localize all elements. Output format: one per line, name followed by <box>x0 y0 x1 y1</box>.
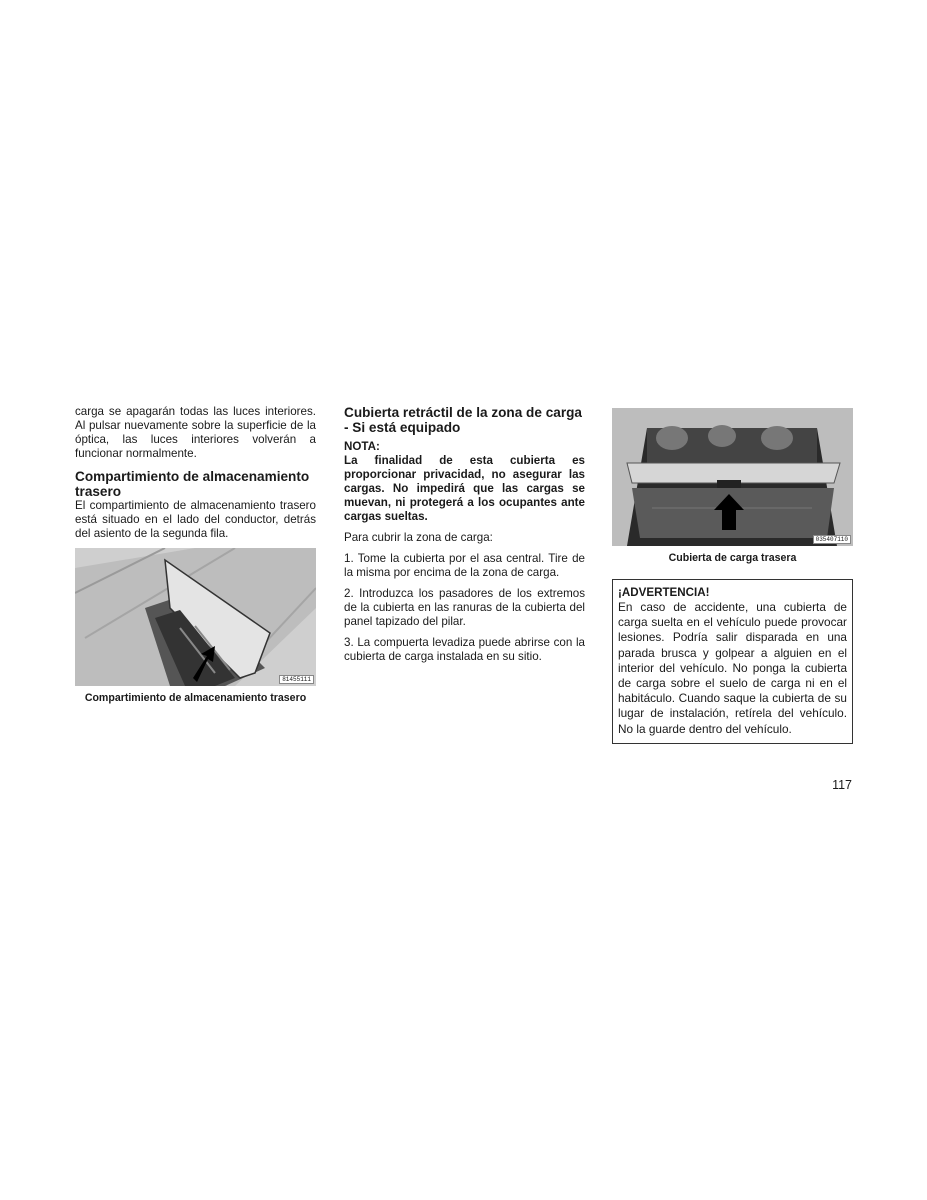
step-2: 2. Introduzca los pasadores de los extremos de la cubierta en las ranuras de la cubierta del panel tapizado del pilar. <box>344 587 585 628</box>
rear-storage-figure <box>75 548 316 686</box>
section-heading-rear-storage: Compartimiento de almacenamiento trasero <box>75 469 310 499</box>
column-middle <box>344 405 585 664</box>
figure-caption: Cubierta de carga trasera <box>668 552 797 564</box>
column-left <box>75 405 316 705</box>
nota-label: NOTA: <box>344 440 380 453</box>
warning-text: En caso de accidente, una cubierta de carga suelta en el vehículo puede provocar lesiones. Podría salir disparada en una parada brusca y golpear a alguien en el interior del vehículo. No ponga la cubierta de carga sobre el suelo de carga ni en el habitáculo. Cuando saque la cubierta de su lugar de instalación, retírela del vehículo. No la guarde dentro del vehículo. <box>618 600 847 736</box>
warning-box <box>612 579 853 744</box>
step-1: 1. Tome la cubierta por el asa central. Tire de la misma por encima de la zona de carga. <box>344 552 585 579</box>
step-3: 3. La compuerta levadiza puede abrirse con la cubierta de carga instalada en su sitio. <box>344 636 585 663</box>
warning-title: ¡ADVERTENCIA! <box>618 586 710 599</box>
cargo-cover-illustration <box>612 408 853 546</box>
rear-storage-paragraph: El compartimiento de almacenamiento trasero está situado en el lado del conductor, detrás del asiento de la segunda fila. <box>75 499 316 540</box>
rear-storage-illustration <box>75 548 316 686</box>
figure-caption: Compartimiento de almacenamiento trasero <box>84 692 307 704</box>
cover-intro: Para cubrir la zona de carga: <box>344 531 493 544</box>
figure-code: 035407110 <box>813 535 851 544</box>
nota-text: La finalidad de esta cubierta es proporcionar privacidad, no asegurar las cargas. No impedirá que las cargas se muevan, ni protegerá a los ocupantes ante cargas sueltas. <box>344 454 585 523</box>
column-right <box>612 408 853 744</box>
section-heading-cargo-cover: Cubierta retráctil de la zona de carga - Si está equipado <box>344 405 582 435</box>
cargo-cover-figure <box>612 408 853 546</box>
page-number: 117 <box>832 778 852 792</box>
figure-code: 81455111 <box>279 675 314 684</box>
intro-paragraph: carga se apagarán todas las luces interiores. Al pulsar nuevamente sobre la superficie de la óptica, las luces interiores volverán a funcionar normalmente. <box>75 405 316 460</box>
